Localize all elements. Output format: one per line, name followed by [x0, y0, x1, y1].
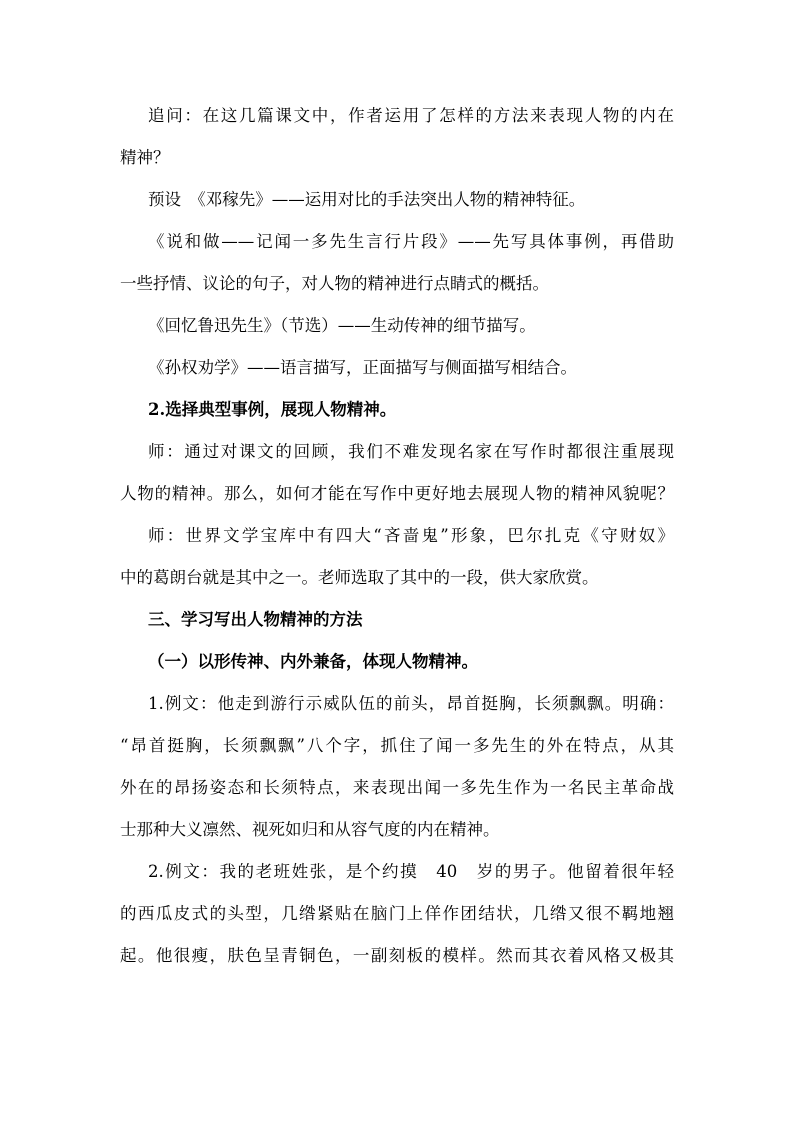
paragraph-line: 精神？: [120, 148, 170, 167]
paragraph-line: “昂首挺胸，长须飘飘”八个字，抓住了闻一多先生的外在特点，从其: [120, 736, 674, 755]
paragraph-line: 预设 《邓稼先》——运用对比的手法突出人物的精神特征。: [148, 190, 586, 209]
paragraph-line: 中的葛朗台就是其中之一。老师选取了其中的一段，供大家欣赏。: [120, 568, 599, 587]
paragraph-line: 师：通过对课文的回顾，我们不难发现名家在写作时都很注重展现: [148, 442, 674, 461]
paragraph-line: 《回忆鲁迅先生》（节选）——生动传神的细节描写。: [148, 316, 536, 335]
paragraph-line: 的西瓜皮式的头型，几绺紧贴在脑门上佯作团结状，几绺又很不羁地翘: [120, 904, 674, 923]
section-heading: 三、学习写出人物精神的方法: [148, 610, 363, 629]
paragraph-line: 士那种大义凛然、视死如归和从容气度的内在精神。: [120, 820, 500, 839]
paragraph-line: 2.例文：我的老班姓张，是个约摸 40 岁的男子。他留着很年轻: [148, 862, 674, 881]
paragraph-line: 起。他很瘦，肤色呈青铜色，一副刻板的模样。然而其衣着风格又极其: [120, 946, 674, 965]
subsection-heading: （一）以形传神、内外兼备，体现人物精神。: [148, 652, 478, 671]
paragraph-line: 1.例文：他走到游行示威队伍的前头，昂首挺胸，长须飘飘。明确：: [148, 694, 674, 713]
paragraph-line: 师：世界文学宝库中有四大“吝啬鬼”形象，巴尔扎克《守财奴》: [148, 526, 674, 545]
paragraph-line: 《孙权劝学》——语言描写，正面描写与侧面描写相结合。: [148, 358, 577, 377]
paragraph-line: 外在的昂扬姿态和长须特点，来表现出闻一多先生作为一名民主革命战: [120, 778, 674, 797]
paragraph-line: 《说和做——记闻一多先生言行片段》——先写具体事例，再借助: [148, 232, 674, 251]
paragraph-line: 一些抒情、议论的句子，对人物的精神进行点睛式的概括。: [120, 274, 549, 293]
paragraph-line: 人物的精神。那么，如何才能在写作中更好地去展现人物的精神风貌呢？: [120, 484, 674, 503]
section-heading: 2.选择典型事例，展现人物精神。: [148, 400, 397, 419]
paragraph-line: 追问：在这几篇课文中，作者运用了怎样的方法来表现人物的内在: [148, 106, 674, 125]
